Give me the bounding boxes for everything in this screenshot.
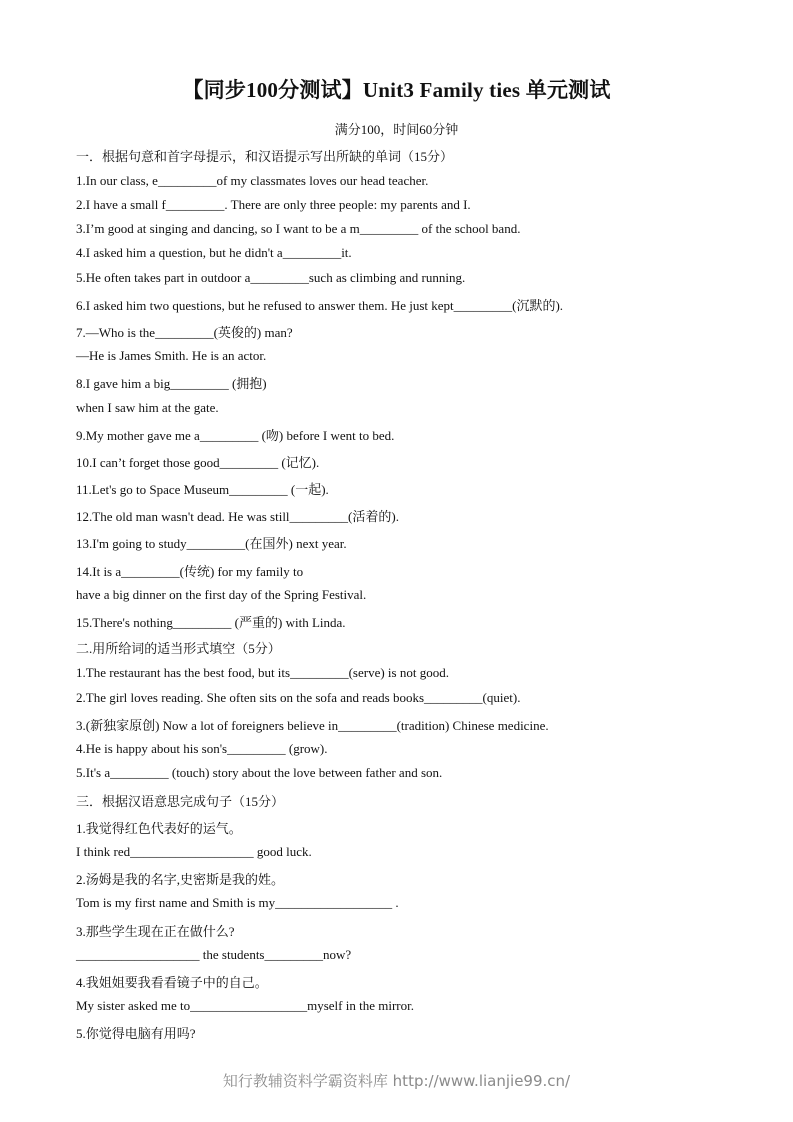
page-title: 【同步100分测试】Unit3 Family ties 单元测试 xyxy=(182,78,611,102)
question-line: 9.My mother gave me a_________ (吻) before I went to bed. xyxy=(76,428,395,443)
question-line: 5.It's a_________ (touch) story about the love between father and son. xyxy=(76,765,443,780)
question-line: 3.(新独家原创) Now a lot of foreigners believe in_________(tradition) Chinese medicine. xyxy=(76,718,549,733)
question-line: 1.我觉得红色代表好的运气。 xyxy=(76,821,242,836)
question-line: 10.I can’t forget those good_________ (记忆). xyxy=(76,455,320,470)
question-line: 12.The old man wasn't dead. He was still_________(活着的). xyxy=(76,509,399,524)
section-heading-3: 三．根据汉语意思完成句子（15分） xyxy=(76,794,285,809)
question-line: 14.It is a_________(传统) for my family to xyxy=(76,564,304,579)
question-line: 7.—Who is the_________(英俊的) man? xyxy=(76,325,293,340)
question-line: 4.I asked him a question, but he didn't a_________it. xyxy=(76,245,352,260)
question-line: 5.你觉得电脑有用吗? xyxy=(76,1026,196,1041)
question-line: 15.There's nothing_________ (严重的) with Linda. xyxy=(76,615,346,630)
question-line: 2.I have a small f_________. There are only three people: my parents and I. xyxy=(76,197,471,212)
question-line: Tom is my first name and Smith is my__________________ . xyxy=(76,895,399,910)
question-line: I think red___________________ good luck. xyxy=(76,844,312,859)
question-line: 5.He often takes part in outdoor a_________such as climbing and running. xyxy=(76,270,466,285)
question-line: 3.那些学生现在正在做什么? xyxy=(76,924,235,939)
question-line: 13.I'm going to study_________(在国外) next year. xyxy=(76,536,347,551)
section-heading-2: 二.用所给词的适当形式填空（5分） xyxy=(76,641,281,656)
question-line: 4.He is happy about his son's_________ (grow). xyxy=(76,741,328,756)
question-line: My sister asked me to__________________myself in the mirror. xyxy=(76,998,414,1013)
question-line: 2.汤姆是我的名字,史密斯是我的姓。 xyxy=(76,872,285,887)
question-line: ___________________ the students_________now? xyxy=(76,947,352,962)
question-line: 4.我姐姐要我看看镜子中的自己。 xyxy=(76,975,268,990)
page-subtitle: 满分100，时间60分钟 xyxy=(334,122,459,137)
question-line: 11.Let's go to Space Museum_________ (一起). xyxy=(76,482,329,497)
question-line: 2.The girl loves reading. She often sits on the sofa and reads books_________(quiet). xyxy=(76,690,521,705)
question-line: —He is James Smith. He is an actor. xyxy=(76,348,267,363)
question-line: have a big dinner on the first day of the Spring Festival. xyxy=(76,587,367,602)
question-line: 1.In our class, e_________of my classmates loves our head teacher. xyxy=(76,173,429,188)
question-line: when I saw him at the gate. xyxy=(76,400,219,415)
question-line: 8.I gave him a big_________ (拥抱) xyxy=(76,376,267,391)
question-line: 1.The restaurant has the best food, but its_________(serve) is not good. xyxy=(76,665,449,680)
question-line: 3.I’m good at singing and dancing, so I want to be a m_________ of the school band. xyxy=(76,221,521,236)
section-heading-1: 一．根据句意和首字母提示，和汉语提示写出所缺的单词（15分） xyxy=(76,149,454,164)
footer-watermark: 知行教辅资料学霸资料库 http://www.lianjie99.cn/ xyxy=(222,1072,571,1090)
question-line: 6.I asked him two questions, but he refused to answer them. He just kept_________(沉默的). xyxy=(76,298,564,313)
